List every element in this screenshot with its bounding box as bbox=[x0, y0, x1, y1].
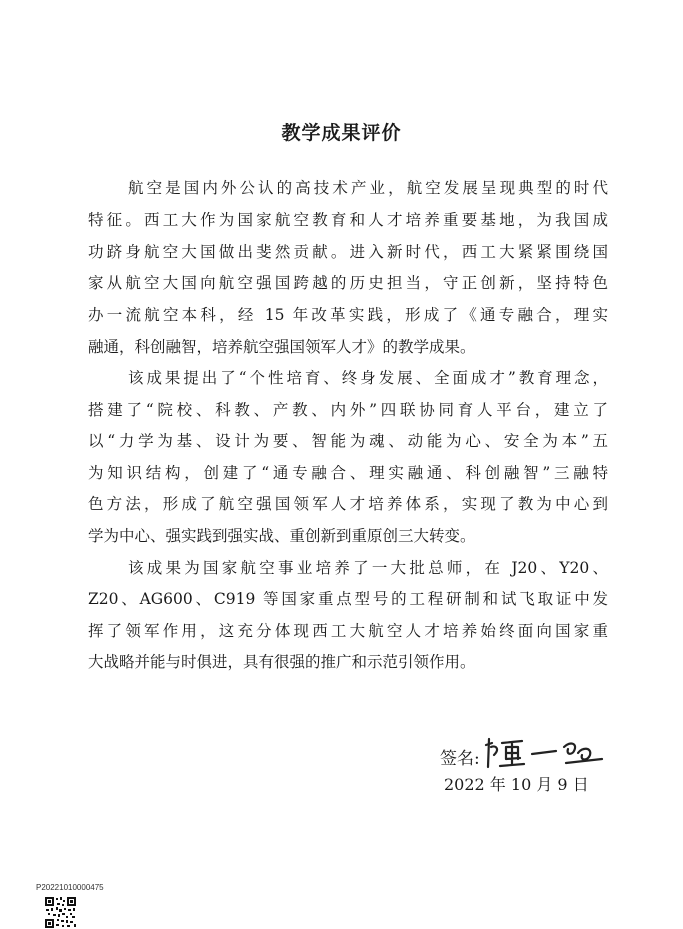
signature-block bbox=[440, 733, 610, 769]
paragraph-3-line-2: Z20、AG600、C919 等国家重点型号的工程研制和试飞取证中发 bbox=[88, 590, 608, 608]
paragraph-1-line-6: 融通，科创融智，培养航空强国领军人才》的教学成果。 bbox=[88, 338, 476, 356]
document-id: P20221010000475 bbox=[36, 883, 104, 892]
handwritten-signature bbox=[482, 733, 610, 773]
paragraph-2-line-4: 为知识结构，创建了“通专融合、理实融通、科创融智”三融特 bbox=[88, 464, 608, 482]
paragraph-1-line-3: 功跻身航空大国做出斐然贡献。进入新时代，西工大紧紧围绕国 bbox=[88, 243, 608, 261]
signature-label: 签名: bbox=[440, 749, 480, 769]
paragraph-3-line-1: 该成果为国家航空事业培养了一大批总师，在 J20、Y20、 bbox=[128, 559, 608, 577]
paragraph-2-line-5: 色方法，形成了航空强国领军人才培养体系，实现了教为中心到 bbox=[88, 495, 608, 513]
paragraph-3-line-3: 挥了领军作用，这充分体现西工大航空人才培养始终面向国家重 bbox=[88, 622, 608, 640]
paragraph-1-line-4: 家从航空大国向航空强国跨越的历史担当，守正创新，坚持特色 bbox=[88, 274, 608, 292]
paragraph-2-line-1: 该成果提出了“个性培育、终身发展、全面成才”教育理念， bbox=[128, 369, 608, 387]
paragraph-2-line-6: 学为中心、强实践到强实战、重创新到重原创三大转变。 bbox=[88, 527, 476, 545]
paragraph-1-line-2: 特征。西工大作为国家航空教育和人才培养重要基地，为我国成 bbox=[88, 211, 608, 229]
signature-date: 2022 年 10 月 9 日 bbox=[444, 775, 589, 794]
document-title: 教学成果评价 bbox=[281, 122, 402, 144]
paragraph-3-line-4: 大战略并能与时俱进，具有很强的推广和示范引领作用。 bbox=[88, 653, 476, 671]
paragraph-2-line-2: 搭建了“院校、科教、产教、内外”四联协同育人平台，建立了 bbox=[88, 401, 608, 419]
paragraph-1-line-1: 航空是国内外公认的高技术产业，航空发展呈现典型的时代 bbox=[128, 179, 608, 197]
paragraph-2-line-3: 以“力学为基、设计为要、智能为魂、动能为心、安全为本”五 bbox=[88, 432, 608, 450]
paragraph-1-line-5: 办一流航空本科，经 15 年改革实践，形成了《通专融合，理实 bbox=[88, 306, 608, 324]
qr-code-icon bbox=[44, 896, 77, 929]
